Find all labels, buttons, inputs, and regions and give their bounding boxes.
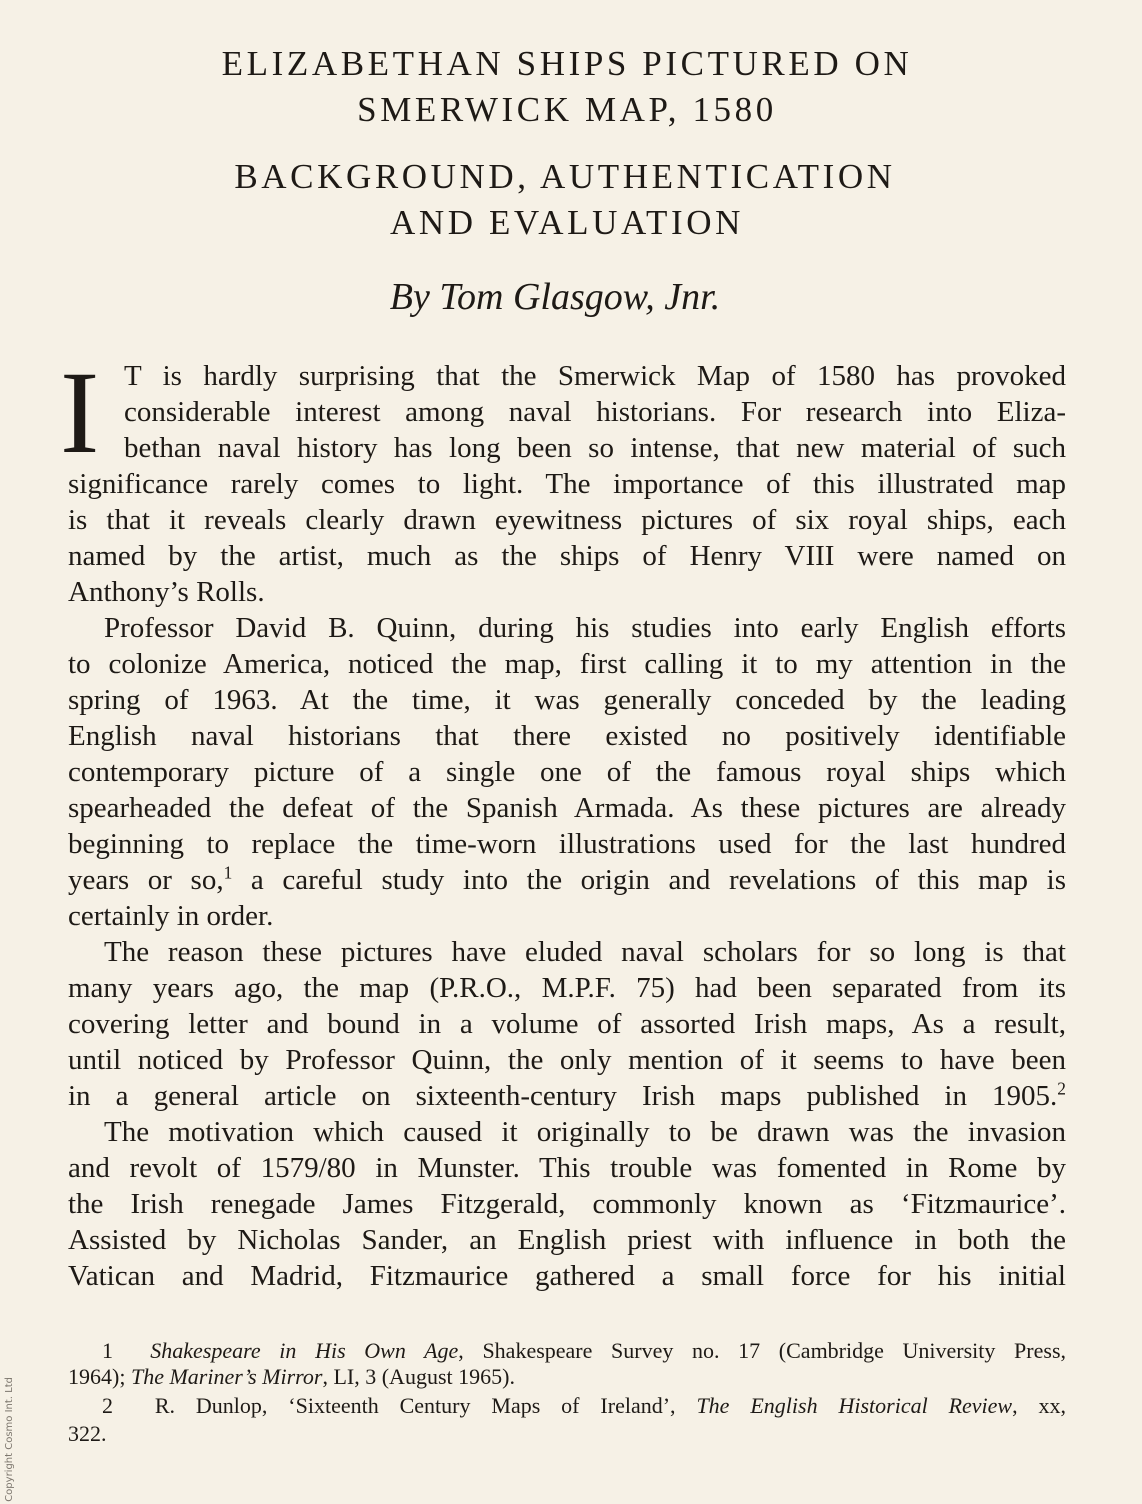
body-text: in a general article on sixteenth-century Irish maps published in 1905.	[68, 1080, 1058, 1112]
footnote-ref-1[interactable]: 1	[223, 862, 233, 883]
body-line: and revolt of 1579/80 in Munster. This trouble was fomented in Rome by	[68, 1152, 1066, 1184]
body-line: until noticed by Professor Quinn, the only mention of it seems to have been	[68, 1044, 1066, 1076]
copyright-watermark: Copyright Cosmo Int. Ltd	[4, 1377, 15, 1502]
body-line: to colonize America, noticed the map, first calling it to my attention in the	[68, 648, 1066, 680]
body-line: beginning to replace the time-worn illustrations used for the last hundred	[68, 828, 1066, 860]
body-line: The reason these pictures have eluded naval scholars for so long is that	[104, 936, 1066, 968]
body-line: Anthony’s Rolls.	[68, 576, 265, 608]
body-line	[68, 862, 1066, 896]
body-line: Assisted by Nicholas Sander, an English priest with influence in both the	[68, 1224, 1066, 1256]
body-line: is that it reveals clearly drawn eyewitness pictures of six royal ships, each	[68, 504, 1066, 536]
footnote-text: 1964);	[68, 1364, 131, 1389]
footnote-title: The Mariner’s Mirror	[130, 1364, 323, 1389]
footnote-text: , LI, 3 (August 1965).	[322, 1364, 515, 1389]
body-line: the Irish renegade James Fitzgerald, commonly known as ‘Fitzmaurice’.	[68, 1188, 1066, 1220]
body-line	[68, 1078, 1066, 1112]
body-line: certainly in order.	[68, 900, 274, 932]
author-byline: By Tom Glasgow, Jnr.	[389, 276, 721, 318]
drop-cap: I	[60, 347, 100, 478]
article-title-line-1: ELIZABETHAN SHIPS PICTURED ON	[221, 44, 913, 83]
footnote-title: Shakespeare in His Own Age	[150, 1338, 459, 1363]
body-line: Vatican and Madrid, Fitzmaurice gathered a small force for his initial	[68, 1260, 1066, 1292]
article-subtitle-line-2: AND EVALUATION	[389, 203, 745, 242]
body-line: T is hardly surprising that the Smerwick Map of 1580 has provoked	[124, 360, 1066, 392]
footnote-text: , xx,	[1012, 1393, 1067, 1418]
footnote-ref-2[interactable]: 2	[1057, 1078, 1066, 1099]
article-subtitle-line-1: BACKGROUND, AUTHENTICATION	[234, 157, 896, 196]
footnote-2-line-1	[102, 1395, 1066, 1417]
footnote-1-line-2	[68, 1366, 515, 1388]
article-title-line-2: SMERWICK MAP, 1580	[357, 90, 777, 129]
body-line: bethan naval history has long been so intense, that new material of such	[124, 432, 1066, 464]
body-line: significance rarely comes to light. The importance of this illustrated map	[68, 468, 1066, 500]
body-line: English naval historians that there existed no positively identifiable	[68, 720, 1066, 752]
footnote-text: R. Dunlop, ‘Sixteenth Century Maps of Ireland’,	[154, 1393, 697, 1418]
footnote-text: , Shakespeare Survey no. 17 (Cambridge University Press,	[458, 1338, 1067, 1363]
body-line: considerable interest among naval historians. For research into Eliza-	[124, 396, 1066, 428]
footnote-number: 1	[102, 1338, 113, 1363]
body-text: a careful study into the origin and revelations of this map is	[232, 864, 1066, 896]
footnote-title: The English Historical Review	[696, 1393, 1013, 1418]
body-line: Professor David B. Quinn, during his studies into early English efforts	[104, 612, 1066, 644]
body-line: spring of 1963. At the time, it was generally conceded by the leading	[68, 684, 1066, 716]
footnote-number: 2	[102, 1393, 113, 1418]
body-line: contemporary picture of a single one of the famous royal ships which	[68, 756, 1066, 788]
body-line: The motivation which caused it originally to be drawn was the invasion	[104, 1116, 1066, 1148]
footnote-2-line-2: 322.	[68, 1421, 107, 1446]
body-line: many years ago, the map (P.R.O., M.P.F. 75) had been separated from its	[68, 972, 1066, 1004]
body-line: covering letter and bound in a volume of assorted Irish maps, As a result,	[68, 1008, 1066, 1040]
footnote-1-line-1	[102, 1340, 1066, 1362]
body-line: spearheaded the defeat of the Spanish Armada. As these pictures are already	[68, 792, 1066, 824]
body-line: named by the artist, much as the ships of Henry VIII were named on	[68, 540, 1066, 572]
body-text: years or so,	[68, 864, 224, 896]
